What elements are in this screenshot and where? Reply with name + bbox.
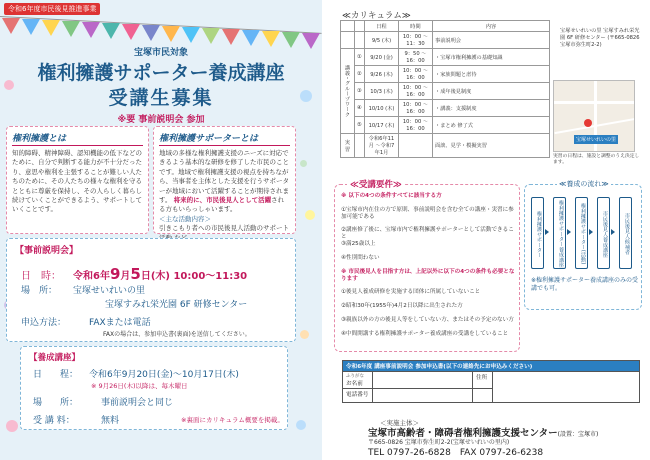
curriculum-num: ④ (355, 100, 365, 117)
requirement-item: ②昭和30年(1955年)4月2日以降に出生された方 (341, 303, 463, 309)
curriculum-date: 9/20 (金) (365, 49, 399, 66)
flyer-front-page (0, 0, 322, 460)
briefing-date-label: 日 時： (21, 271, 61, 282)
flow-heading: ≪養成の流れ≫ (559, 180, 609, 188)
curriculum-row (341, 100, 550, 117)
curriculum-row (341, 49, 550, 66)
advocacy-title: 権利擁護とは (12, 131, 143, 146)
curriculum-content: ・講義：支援制度 (433, 100, 550, 117)
bunting-flag (102, 23, 120, 39)
curriculum-content: ・成年後見制度 (433, 83, 550, 100)
requirements-heading: ≪受講要件≫ (347, 178, 405, 190)
venue-map (553, 80, 635, 152)
curriculum-row (341, 32, 550, 49)
briefing-place-1: 宝塚せいれいの里 (73, 286, 146, 296)
curriculum-content: ・まとめ 修了式 (433, 117, 550, 134)
activities-heading: ＜主な活動内容＞ (159, 214, 211, 223)
course-schedule: 令和6年9月20日(金)～10月17日(木) (89, 370, 239, 380)
form-heading: 令和6年度 講座事前説明会 参加申込書(以下の連絡先にお申込みください) (343, 361, 640, 372)
flow-note: ※権利擁護サポーター養成講座のみの受講でも可。 (531, 277, 639, 292)
host-label: ＜実施主体＞ (380, 419, 419, 427)
flow-step: 権利擁護サポーター(活動) (575, 197, 588, 269)
course-fee: 無料 (101, 416, 120, 426)
briefing-date (73, 265, 247, 283)
bunting-flag (2, 18, 20, 34)
course-fee-note: ※裏面にカリキュラム概要を掲載。 (181, 416, 284, 424)
supporter-text-body: 地域の多様な権利擁護支援のニーズに対応できるよう基本的な研修を修了した市民のことです。地域で権利擁護支援の視点を持ちながら、当事者を主体とした支援を行うサポーターが地域において活躍することが期待されます。 (159, 149, 289, 205)
curriculum-date: 9/26 (木) (365, 66, 399, 83)
bunting-flag (82, 22, 100, 38)
briefing-date-year: 令和6年 (73, 271, 110, 282)
bunting-flag (142, 25, 160, 41)
briefing-heading: 【事前説明会】 (15, 246, 79, 256)
flow-step: 市民後見人養成講座 (597, 197, 610, 269)
host-phone-fax: TEL 0797-26-6828 FAX 0797-26-6238 (368, 448, 544, 458)
training-flow-box (524, 180, 642, 310)
curriculum-time (399, 134, 433, 158)
apply-method: FAXまたは電話 (89, 318, 151, 328)
curriculum-header-row (341, 21, 550, 32)
practicum-note: 実習の日程は、施設と調整のうえ決定します。 (553, 154, 640, 165)
address-label: 住所 (473, 372, 493, 389)
col-time: 時間 (399, 21, 433, 32)
course-heading: 【養成講座】 (29, 353, 81, 363)
curriculum-content: ・宝塚市権利擁護の基礎知識 (433, 49, 550, 66)
requirement-item: ①後見人養成研修を実施する団体に所属していないこと (341, 289, 481, 295)
curriculum-date: 10/10 (木) (365, 100, 399, 117)
apply-method-label: 申込方法： (21, 318, 67, 328)
curriculum-time: 9：50 ～16：00 (399, 49, 433, 66)
program-notice: 令和6年度市民後見推進事業 (4, 3, 100, 15)
decorative-dot (300, 330, 309, 339)
supporter-info-box (153, 126, 296, 234)
advocacy-text: 知的障碍、精神障碍、認知機能の低下などのために、自分で判断する能力が不十分だったり、意思や権利を主張することが難しい人たちのために、その人たちの様々な権利を守るとともに尊厳を保持し、その人らしく暮らし続けていくことができるよう、サポートしていくことです。 (12, 149, 142, 214)
flow-arrow-icon (589, 229, 593, 235)
curriculum-date: 10/17 (木) (365, 117, 399, 134)
requirement-item: ②講座修了後に、宝塚市内で権利擁護サポーターとして活動できること (341, 227, 514, 240)
flow-step: 市民後見人候補者 (619, 197, 632, 269)
bunting-flag (122, 24, 140, 40)
curriculum-num (355, 32, 365, 49)
flow-step: 権利擁護サポーター養成講座 (553, 197, 566, 269)
col-date: 日程 (365, 21, 399, 32)
requirement-item: ※ 市民後見人を目指す方は、上記以外に以下の4つの条件も必要となります (341, 269, 515, 282)
col-group (341, 21, 355, 32)
briefing-session-box (6, 238, 296, 342)
curriculum-content: 面談、見学・模擬実習 (433, 134, 550, 158)
col-content: 内容 (433, 21, 550, 32)
supporter-text-highlight: 将来的に、市民後見人として活躍 (173, 196, 272, 205)
decorative-dot (300, 160, 307, 167)
location-pin-icon (584, 119, 592, 127)
course-schedule-label: 日 程： (33, 370, 79, 380)
curriculum-content: ・家族問題と虐待 (433, 66, 550, 83)
curriculum-content: 事前説明会 (433, 32, 550, 49)
name-label (343, 372, 373, 389)
curriculum-time: 10：00 ～16：00 (399, 100, 433, 117)
decorative-dot (296, 420, 306, 430)
decorative-dot (305, 210, 315, 220)
name-label-text: お名前 (346, 381, 363, 387)
address-field[interactable] (493, 372, 640, 403)
requirement-item: ③満25歳以上 (341, 241, 376, 247)
phone-label: 電話番号 (343, 389, 373, 403)
phone-field[interactable] (373, 389, 473, 403)
fax-note: FAXの場合は、参加申込書(裏面)を送信してください。 (103, 331, 251, 338)
course-place: 事前説明会と同じ (101, 398, 174, 408)
supporter-text-tail: される方もいらっしゃいます。 (159, 196, 285, 214)
curriculum-time: 10：00 ～16：00 (399, 117, 433, 134)
furigana-label: ふりがな (346, 374, 364, 379)
group-label-practicum: 実習 (341, 134, 355, 158)
curriculum-num: ③ (355, 83, 365, 100)
bunting-flag (62, 21, 80, 37)
group-cell (341, 32, 355, 49)
bunting-flag (162, 26, 180, 42)
target-audience: 宝塚市民対象 (133, 48, 188, 58)
col-num (355, 21, 365, 32)
curriculum-num: ⑤ (355, 117, 365, 134)
flow-arrow-icon (611, 229, 615, 235)
bunting-flag (22, 19, 40, 35)
curriculum-time: 10：00 ～16：00 (399, 83, 433, 100)
curriculum-row (341, 83, 550, 100)
briefing-place-2: 宝塚すみれ栄光園 6F 研修センター (105, 300, 248, 310)
flow-step: 権利擁護サポーター (531, 197, 544, 269)
requirement-item: ※ 以下の4つの条件すべてに該当する方 (341, 193, 442, 199)
curriculum-row (341, 117, 550, 134)
supporter-text (159, 149, 290, 243)
host-name: 宝塚市高齢者・障碍者権利擁護支援センター (368, 428, 558, 439)
requirement-item: ④性別問わない (341, 255, 380, 261)
map-location-label: 宝塚せいれいの里 (576, 137, 617, 143)
host-address: 〒665-0826 宝塚市弥生町2-2(宝塚せいれいの里内) (368, 439, 510, 446)
bunting-flag (202, 28, 220, 44)
briefing-time: (木) 10:00～11:30 (150, 271, 248, 282)
bunting-flag (182, 27, 200, 43)
curriculum-heading: ≪カリキュラム≫ (342, 11, 411, 21)
page-title: 権利擁護サポーター養成講座 (37, 62, 285, 84)
course-fee-label: 受 講 料： (33, 416, 75, 426)
curriculum-num: ② (355, 66, 365, 83)
bunting-flag (42, 20, 60, 36)
briefing-date-day: 5 (130, 265, 141, 283)
curriculum-num (355, 134, 365, 158)
curriculum-row (341, 66, 550, 83)
supporter-title: 権利擁護サポーターとは (159, 131, 290, 146)
briefing-date-month: 9 (109, 265, 121, 283)
flow-arrow-icon (545, 229, 549, 235)
form-spacer (473, 389, 493, 403)
course-place-label: 場 所： (33, 398, 79, 408)
flow-arrow-icon (567, 229, 571, 235)
curriculum-num: ① (355, 49, 365, 66)
requirement-item: ①宝塚市内在住の方で原則、事前説明会を含む全ての講座・実習に参加可能である (341, 207, 514, 220)
required-notice: ※要 事前説明会 参加 (117, 115, 205, 125)
briefing-place-label: 場 所： (21, 286, 58, 296)
page-subtitle: 受講生募集 (108, 87, 214, 109)
curriculum-time: 10：00 ～16：00 (399, 66, 433, 83)
curriculum-date: 9/5 (木) (365, 32, 399, 49)
decorative-dot (6, 420, 18, 432)
requirement-item: ④中間開講する権利擁護サポーター養成講座の受講をしていること (341, 331, 509, 337)
briefing-date-month-unit: 月 (120, 271, 131, 282)
activities-text: 引きこもり者への市民後見人活動のサポート (159, 224, 289, 233)
name-field[interactable] (373, 372, 473, 389)
flyer-back-page (328, 0, 650, 460)
curriculum-date: 令和6年11月 ～令和7年1月 (365, 134, 399, 158)
group-label-lecture: 講義・グループワーク (341, 49, 355, 134)
curriculum-date: 10/3 (木) (365, 83, 399, 100)
advocacy-info-box (6, 126, 149, 234)
bunting-flag (222, 29, 240, 45)
training-course-box (20, 346, 288, 430)
bunting-flag (242, 30, 260, 46)
application-form (342, 360, 640, 403)
course-schedule-note: ※ 9月26日(木)以降は、毎木曜日 (91, 382, 188, 390)
curriculum-time: 10：00 ～11：30 (399, 32, 433, 49)
curriculum-table (340, 20, 550, 158)
requirements-box (334, 180, 520, 352)
host-established: (設置：宝塚市) (557, 431, 599, 438)
briefing-date-day-unit: 日 (140, 271, 151, 282)
curriculum-row (341, 134, 550, 158)
requirement-item: ③親族以外の方の後見人等をしていない方、またはその予定のない方 (341, 317, 514, 323)
venue-info: 宝塚せいれいの里 宝塚すみれ栄光園 6F 研修センター (〒665-0826 宝塚市弥生町2-2) (560, 28, 640, 48)
